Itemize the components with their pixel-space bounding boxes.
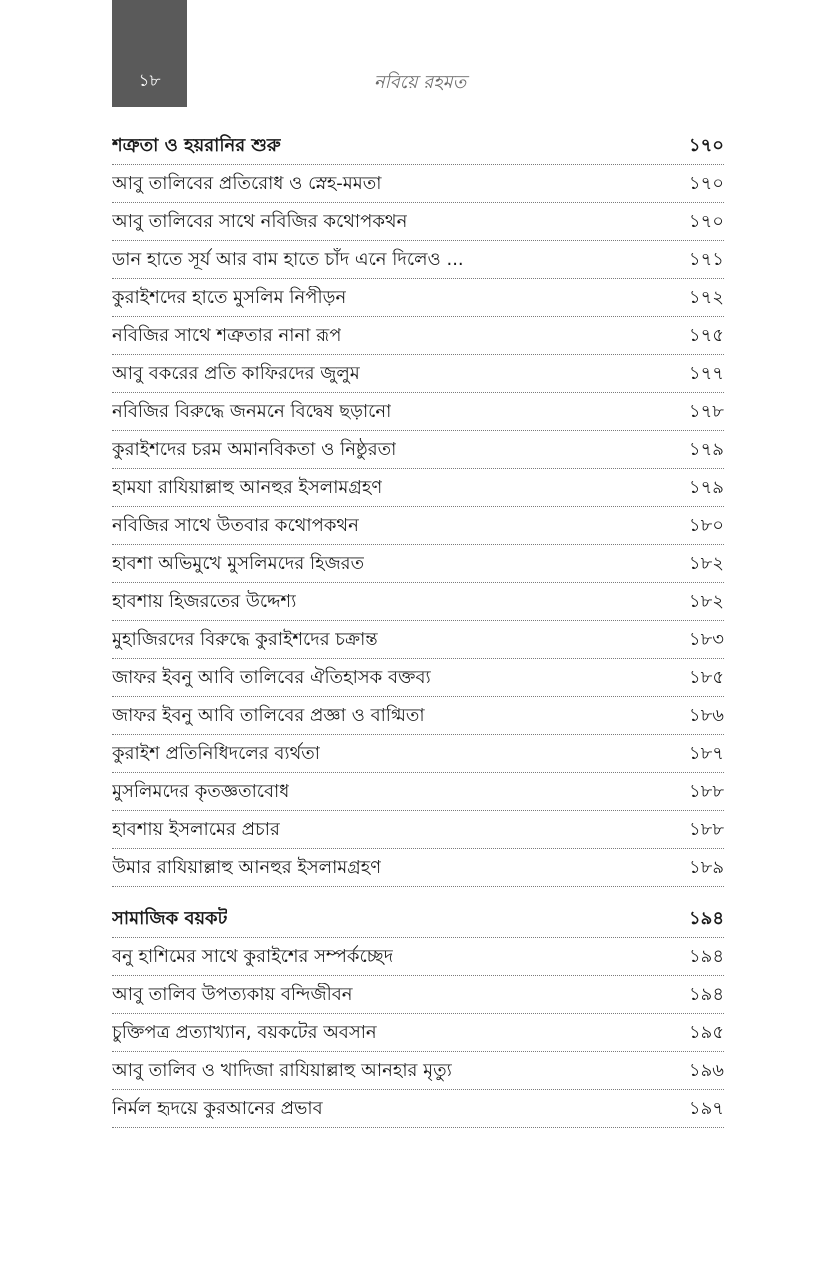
entry-title: মুহাজিরদের বিরুদ্ধে কুরাইশদের চক্রান্ত: [112, 629, 378, 650]
entry-page: ১৭৮: [688, 401, 724, 422]
toc-entry: [112, 697, 724, 735]
entry-title: মুসলিমদের কৃতজ্ঞতাবোধ: [112, 781, 290, 802]
toc-entry: [112, 735, 724, 773]
running-title: নবিয়ে রহমত: [373, 72, 467, 93]
entry-page: ১৯৪: [688, 946, 724, 967]
entry-title: আবু তালিবের প্রতিরোধ ও স্নেহ-মমতা: [112, 173, 382, 194]
entry-title: নবিজির সাথে উতবার কথোপকথন: [112, 515, 359, 536]
entry-title: হাবশায় ইসলামের প্রচার: [112, 819, 280, 840]
entry-page: ১৭৯: [688, 439, 724, 460]
toc-entry: [112, 1090, 724, 1128]
entry-page: ১৭৭: [688, 363, 724, 384]
entry-title: নবিজির বিরুদ্ধে জনমনে বিদ্বেষ ছড়ানো: [112, 401, 392, 422]
entry-title: ডান হাতে সূর্য আর বাম হাতে চাঁদ এনে দিলেও ...: [112, 249, 464, 270]
entry-page: ১৯৪: [688, 984, 724, 1005]
entry-page: ১৮৫: [688, 667, 724, 688]
entry-title: নবিজির সাথে শত্রুতার নানা রূপ: [112, 325, 342, 346]
toc-entry: [112, 355, 724, 393]
entry-title: হামযা রাযিয়াল্লাহু আনহুর ইসলামগ্রহণ: [112, 477, 383, 498]
section-heading-title: সামাজিক বয়কট: [112, 908, 228, 929]
page-number-tab: [112, 0, 187, 107]
entry-page: ১৮৮: [688, 781, 724, 802]
toc-entry: [112, 393, 724, 431]
entry-title: কুরাইশ প্রতিনিধিদলের ব্যর্থতা: [112, 743, 321, 764]
toc-entry: [112, 507, 724, 545]
toc-entry: [112, 545, 724, 583]
entry-page: ১৭০: [688, 173, 724, 194]
entry-page: ১৯৭: [688, 1098, 724, 1119]
entry-page: ১৮২: [688, 553, 724, 574]
toc-entry: [112, 431, 724, 469]
entry-page: ১৯৬: [688, 1060, 724, 1081]
entry-page: ১৭৯: [688, 477, 724, 498]
toc-entry: [112, 583, 724, 621]
toc-entry: [112, 241, 724, 279]
entry-page: ১৮৬: [688, 705, 724, 726]
entry-title: জাফর ইবনু আবি তালিবের প্রজ্ঞা ও বাগ্মিতা: [112, 705, 425, 726]
toc-entry: [112, 659, 724, 697]
section-heading-title: শত্রুতা ও হয়রানির শুরু: [112, 135, 281, 156]
toc-entry: [112, 621, 724, 659]
entry-title: হাবশা অভিমুখে মুসলিমদের হিজরত: [112, 553, 365, 574]
toc-entry: [112, 849, 724, 887]
entry-page: ১৮৩: [688, 629, 724, 650]
toc-entry: [112, 1052, 724, 1090]
toc-entry: [112, 938, 724, 976]
toc-entry: [112, 469, 724, 507]
entry-title: আবু তালিব ও খাদিজা রাযিয়াল্লাহু আনহার মৃত্যু: [112, 1060, 452, 1081]
toc-entry: [112, 1014, 724, 1052]
entry-page: ১৮৯: [688, 857, 724, 878]
section-heading-page: ১৯৪: [688, 908, 724, 929]
entry-title: আবু তালিবের সাথে নবিজির কথোপকথন: [112, 211, 408, 232]
page-number: ১৮: [138, 71, 161, 91]
entry-page: ১৮৭: [688, 743, 724, 764]
entry-title: জাফর ইবনু আবি তালিবের ঐতিহাসক বক্তব্য: [112, 667, 431, 688]
toc-entry: [112, 203, 724, 241]
toc-entry: [112, 165, 724, 203]
entry-title: উমার রাযিয়াল্লাহু আনহুর ইসলামগ্রহণ: [112, 857, 382, 878]
section-heading: [112, 900, 724, 938]
table-of-contents: [112, 127, 724, 1128]
toc-entry: [112, 317, 724, 355]
entry-page: ১৮০: [688, 515, 724, 536]
toc-entry: [112, 976, 724, 1014]
entry-title: কুরাইশদের হাতে মুসলিম নিপীড়ন: [112, 287, 347, 308]
entry-title: নির্মল হৃদয়ে কুরআনের প্রভাব: [112, 1098, 323, 1119]
toc-entry: [112, 811, 724, 849]
toc-section: [112, 900, 724, 1128]
entry-title: হাবশায় হিজরতের উদ্দেশ্য: [112, 591, 297, 612]
entry-page: ১৭২: [688, 287, 724, 308]
entry-page: ১৭৫: [688, 325, 724, 346]
entry-title: চুক্তিপত্র প্রত্যাখ্যান, বয়কটের অবসান: [112, 1022, 377, 1043]
entry-title: কুরাইশদের চরম অমানবিকতা ও নিষ্ঠুরতা: [112, 439, 397, 460]
entry-page: ১৭০: [688, 211, 724, 232]
entry-title: আবু তালিব উপত্যকায় বন্দিজীবন: [112, 984, 353, 1005]
section-heading-page: ১৭০: [688, 135, 724, 156]
entry-page: ১৮২: [688, 591, 724, 612]
entry-page: ১৯৫: [688, 1022, 724, 1043]
entry-title: বনু হাশিমের সাথে কুরাইশের সম্পর্কচ্ছেদ: [112, 946, 394, 967]
toc-entry: [112, 773, 724, 811]
entry-page: ১৭১: [688, 249, 724, 270]
section-heading: [112, 127, 724, 165]
toc-entry: [112, 279, 724, 317]
entry-title: আবু বকরের প্রতি কাফিরদের জুলুম: [112, 363, 360, 384]
toc-section: [112, 127, 724, 887]
entry-page: ১৮৮: [688, 819, 724, 840]
